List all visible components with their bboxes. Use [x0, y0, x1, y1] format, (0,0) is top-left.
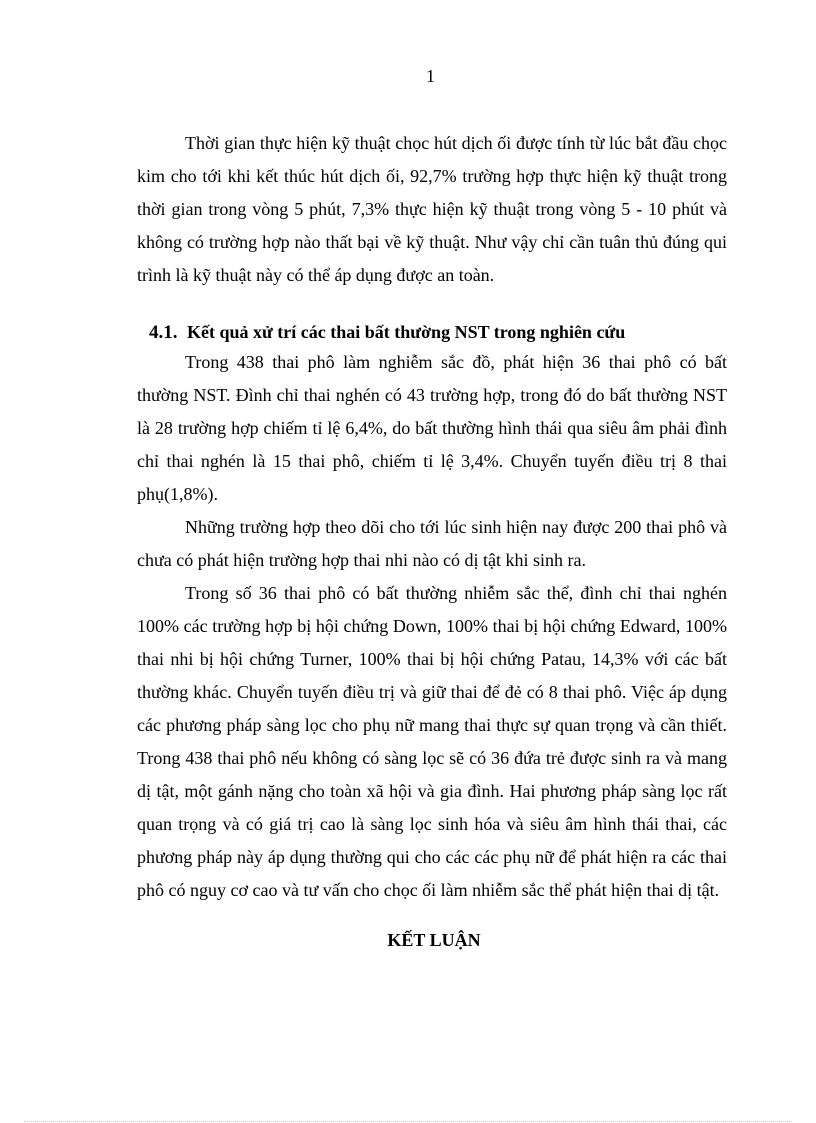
paragraph-results: Trong 438 thai phô làm nghiễm sắc đồ, phát hiện 36 thai phô có bất thường NST. Đình chỉ thai nghén có 43 trường hợp, trong đó do bất thường NST là 28 trường hợp chiếm tỉ lệ 6,4%, do bất thường hình thái qua siêu âm phải đình chỉ thai nghén là 15 thai phô, chiếm tỉ lệ 3,4%. Chuyển tuyến điều trị 8 thai phụ(1,8%). — [137, 352, 727, 504]
page-number: 1 — [426, 66, 435, 86]
paragraph-procedure-time: Thời gian thực hiện kỹ thuật chọc hút dịch ối được tính từ lúc bắt đầu chọc kim cho tới khi kết thúc hút dịch ối, 92,7% trường hợp thực hiện kỹ thuật trong thời gian trong vòng 5 phút, 7,3% thực hiện kỹ thuật trong vòng 5 - 10 phút và không có trường hợp nào thất bại về kỹ thuật. Như vậy chỉ cần tuân thủ đúng qui trình là kỹ thuật này có thể áp dụng được an toàn. — [137, 133, 727, 285]
section-number: 4.1. — [149, 322, 178, 343]
page-break-divider — [24, 1121, 792, 1122]
paragraph-follow-up: Những trường hợp theo dõi cho tới lúc sinh hiện nay được 200 thai phô và chưa có phát hiện trường hợp thai nhi nào có dị tật khi sinh ra. — [137, 517, 727, 570]
intro-text-block — [137, 127, 727, 292]
conclusion-heading: KẾT LUẬN — [387, 930, 481, 950]
section-title: Kết quả xử trí các thai bất thường NST trong nghiên cứu — [187, 322, 626, 342]
paragraph-discussion: Trong số 36 thai phô có bất thường nhiễm sắc thể, đình chỉ thai nghén 100% các trường hợp bị hội chứng Down, 100% thai bị hội chứng Edward, 100% thai nhi bị hội chứng Turner, 100% thai bị hội chứng Patau, 14,3% với các bất thường khác. Chuyển tuyến điều trị và giữ thai để đẻ có 8 thai phô. Việc áp dụng các phương pháp sàng lọc cho phụ nữ mang thai thực sự quan trọng và cần thiết. Trong 438 thai phô nếu không có sàng lọc sẽ có 36 đứa trẻ được sinh ra và mang dị tật, một gánh nặng cho toàn xã hội và gia đình. Hai phương pháp sàng lọc rất quan trọng và có giá trị cao là sàng lọc sinh hóa và siêu âm hình thái thai, các phương pháp này áp dụng thường qui cho các các phụ nữ để phát hiện ra các thai phô có nguy cơ cao và tư vấn cho chọc ối làm nhiễm sắc thể phát hiện thai dị tật. — [137, 583, 727, 900]
section-body — [137, 346, 727, 907]
section-heading — [149, 320, 625, 345]
